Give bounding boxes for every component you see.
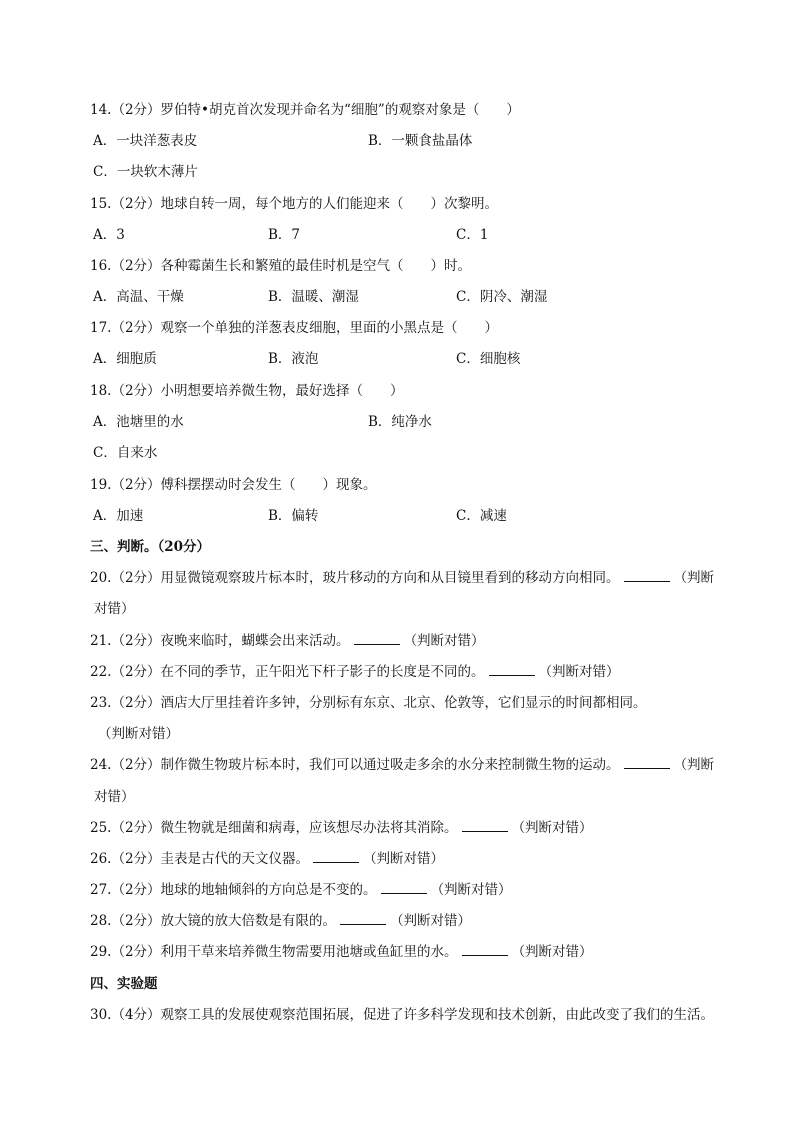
answer-blank[interactable]	[354, 630, 400, 645]
question-16-stem: 16.（2分）各种霉菌生长和繁殖的最佳时机是空气（ ）时。	[90, 258, 472, 274]
answer-blank[interactable]	[381, 879, 427, 894]
question-17-options	[0, 348, 794, 370]
section-4-heading: 四、实验题	[90, 976, 158, 992]
question-23-stem: 23.（2分）酒店大厅里挂着许多钟，分别标有东京、北京、伦敦等，它们显示的时间都相同。	[90, 695, 647, 711]
question-20-stem: 20.（2分）用显微镜观察玻片标本时，玻片移动的方向和从目镜里看到的移动方向相同。	[90, 570, 620, 586]
question-16-option-c[interactable]: C．阴冷、潮湿	[456, 289, 548, 305]
question-19-option-b[interactable]: B．偏转	[268, 508, 319, 524]
question-21-stem: 21.（2分）夜晚来临时，蝴蝶会出来活动。	[90, 633, 350, 649]
question-27-stem: 27.（2分）地球的地轴倾斜的方向总是不变的。	[90, 882, 377, 898]
question-23-continuation: （判断对错）	[98, 726, 179, 742]
question-26-tail: （判断对错）	[363, 851, 445, 867]
question-22-tail: （判断对错）	[538, 664, 620, 680]
question-30-stem: 30.（4分）观察工具的发展使观察范围拓展，促进了许多科学发现和技术创新，由此改变了我们的生活。	[90, 1007, 715, 1023]
question-14-options-row-2	[0, 161, 794, 183]
question-25-tail: （判断对错）	[511, 820, 593, 836]
question-27-tail: （判断对错）	[430, 882, 512, 898]
question-14-stem: 14.（2分）罗伯特•胡克首次发现并命名为“细胞”的观察对象是（ ）	[90, 102, 520, 118]
question-15-option-a[interactable]: A．3	[93, 227, 125, 243]
question-21	[90, 630, 794, 652]
question-24	[90, 754, 794, 776]
answer-blank[interactable]	[489, 661, 535, 676]
answer-blank[interactable]	[340, 910, 386, 925]
question-26	[90, 848, 794, 870]
question-20-tail: （判断	[673, 570, 715, 586]
question-18-options-row-1	[0, 411, 794, 433]
question-17-option-b[interactable]: B．液泡	[268, 351, 319, 367]
question-14-option-c[interactable]: C．一块软木薄片	[93, 164, 198, 180]
question-25-stem: 25.（2分）微生物就是细菌和病毒，应该想尽办法将其消除。	[90, 820, 458, 836]
question-18-options-row-2	[0, 442, 794, 464]
question-17-stem: 17.（2分）观察一个单独的洋葱表皮细胞，里面的小黑点是（ ）	[90, 320, 499, 336]
question-24-tail: （判断	[673, 757, 715, 773]
question-18-option-b[interactable]: B．纯净水	[368, 414, 432, 430]
question-24-stem: 24.（2分）制作微生物玻片标本时，我们可以通过吸走多余的水分来控制微生物的运动。	[90, 757, 620, 773]
question-15-option-b[interactable]: B．7	[268, 227, 301, 243]
question-18-option-a[interactable]: A．池塘里的水	[93, 414, 184, 430]
question-15-option-c[interactable]: C．1	[456, 227, 489, 243]
question-21-tail: （判断对错）	[403, 633, 485, 649]
question-19-options	[0, 505, 794, 527]
question-16-option-a[interactable]: A．高温、干燥	[93, 289, 184, 305]
question-28	[90, 910, 794, 932]
question-18-stem: 18.（2分）小明想要培养微生物，最好选择（ ）	[90, 383, 404, 399]
question-29-tail: （判断对错）	[511, 944, 593, 960]
question-14-option-b[interactable]: B．一颗食盐晶体	[368, 133, 473, 149]
question-14-options-row-1	[0, 130, 794, 152]
question-20-continuation: 对错）	[94, 601, 135, 617]
question-14-option-a[interactable]: A．一块洋葱表皮	[93, 133, 198, 149]
section-3-heading: 三、判断。（20分）	[90, 539, 211, 555]
question-23	[94, 723, 794, 745]
answer-blank[interactable]	[624, 754, 670, 769]
question-28-tail: （判断对错）	[390, 913, 472, 929]
question-17-option-a[interactable]: A．细胞质	[93, 351, 157, 367]
question-28-stem: 28.（2分）放大镜的放大倍数是有限的。	[90, 913, 337, 929]
question-19-option-c[interactable]: C．减速	[456, 508, 507, 524]
question-24-continuation: 对错）	[94, 789, 135, 805]
question-18-option-c[interactable]: C．自来水	[93, 445, 158, 461]
question-16-options	[0, 286, 794, 308]
answer-blank[interactable]	[462, 941, 508, 956]
question-27	[90, 879, 794, 901]
question-22-stem: 22.（2分）在不同的季节，正午阳光下杆子影子的长度是不同的。	[90, 664, 485, 680]
question-15-stem: 15.（2分）地球自转一周，每个地方的人们能迎来（ ）次黎明。	[90, 196, 499, 212]
answer-blank[interactable]	[313, 848, 359, 863]
question-17-option-c[interactable]: C．细胞核	[456, 351, 521, 367]
question-29-stem: 29.（2分）利用干草来培养微生物需要用池塘或鱼缸里的水。	[90, 944, 458, 960]
question-15-options	[0, 224, 794, 246]
answer-blank[interactable]	[624, 567, 670, 582]
question-25	[90, 817, 794, 839]
question-16-option-b[interactable]: B．温暖、潮湿	[268, 289, 359, 305]
question-20	[90, 567, 794, 589]
answer-blank[interactable]	[462, 817, 508, 832]
question-19-stem: 19.（2分）傅科摆摆动时会发生（ ）现象。	[90, 477, 377, 493]
question-26-stem: 26.（2分）圭表是古代的天文仪器。	[90, 851, 310, 867]
question-19-option-a[interactable]: A．加速	[93, 508, 144, 524]
question-29	[90, 941, 794, 963]
question-22	[90, 661, 794, 683]
